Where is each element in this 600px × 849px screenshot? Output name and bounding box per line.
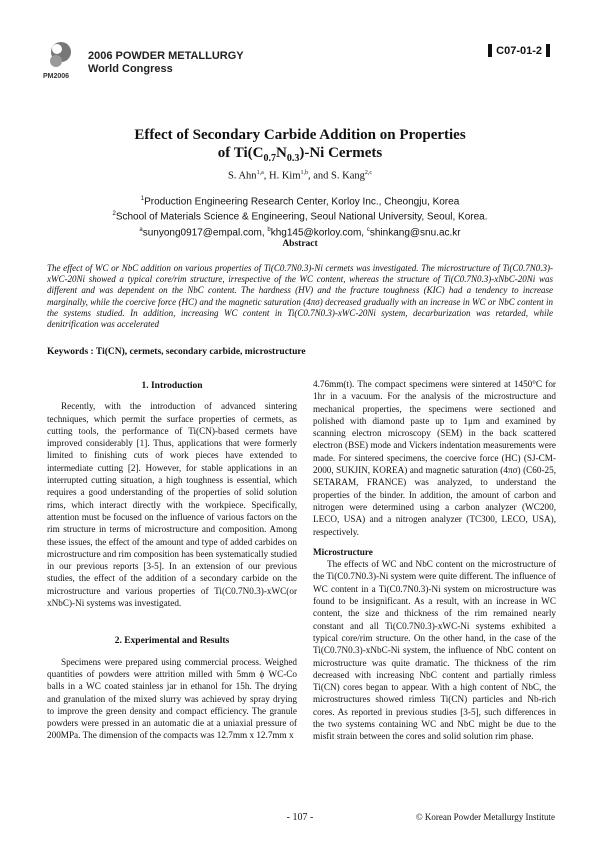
conference-line-1: 2006 POWDER METALLURGY: [88, 50, 244, 62]
conference-line-2: World Congress: [88, 63, 173, 75]
logo-text: PM2006: [43, 73, 70, 80]
affiliation-2: $^2$School of Materials Science & Engineering, Seoul National University, Seoul, Korea.: [112, 211, 488, 223]
code-bar-right: [546, 44, 550, 57]
methods-text: 4.76mm(t). The compact specimens were sintered at 1450°C for 1hr in a vacuum. For the analysis of the microstructure and mechanical properties, the specimens were sectioned and polished with diamond paste up to 1μm and examined by scanning electron microscopy (SEM) in the back scattered electron (BSE) mode and Vickers indentation measurements were made. For sintered specimens, the coercive force (HC) (SJ-CM-2000, SUKJIN, KOREA) and magnetic saturation (4πσ) (C60-25, SETARAM, FRANCE) was analyzed, to understand the properties of the binder. In addition, the amount of carbon and nitrogen were determined using a carbon analyzer (WC200, LECO, USA) and a nitrogen analyzer (TC300, LECO, USA), respectively.: [313, 379, 556, 537]
intro-heading: 1. Introduction: [141, 381, 203, 391]
affiliations: [0, 193, 600, 239]
experimental-text: Specimens were prepared using commercial process. Weighed quantities of powders were attrition milled with 5mm ϕ WC-Co balls in a WC coated stainless jar in ethanol for 15h. The drying and granulation of the mixed slurry was achieved by spray drying to improve the green density and compact efficiency. The granule powders were pressed in an automatic die at a uniaxial pressure of 200MPa. The dimension of the compacts was 12.7mm x 12.7mm x: [47, 656, 297, 741]
emails: $^a$sunyong0917@empal.com, $^b$khg145@korloy.com, $^c$shinkang@snu.ac.kr: [139, 226, 461, 238]
microstructure-heading: Microstructure: [313, 546, 373, 557]
paper-code: [488, 44, 550, 57]
keywords: Keywords : Ti(CN), cermets, secondary carbide, microstructure: [47, 347, 306, 357]
authors: S. Ahn$^{1,a}$, H. Kim$^{1,b}$, and S. Kang$^{2,c}$: [227, 170, 373, 182]
left-column: [47, 380, 297, 742]
page-number: - 107 -: [286, 812, 314, 823]
affiliation-1: $^1$Production Engineering Research Center, Korloy Inc., Cheongju, Korea: [140, 196, 460, 208]
conference-name: [88, 50, 244, 76]
experimental-heading: 2. Experimental and Results: [114, 636, 230, 647]
title-line-1: Effect of Secondary Carbide Addition on Properties: [134, 127, 466, 143]
title-line-2: of $Ti(C_{0.7}N_{0.3})-Ni$ Cermets: [217, 145, 383, 164]
abstract-heading: Abstract: [282, 239, 318, 249]
microstructure-text: The effects of WC and NbC content on the microstructure of the Ti(C0.7N0.3)-Ni system were quite different. The influence of WC content in a Ti(C0.7N0.3)-Ni system on microstructure was found to be insignificant. As a result, with an increase in WC content, the size and thickness of the rim remained nearly constant and all Ti(C0.7N0.3)-xWC-Ni systems exhibited a typical core/rim structure. On the other hand, in the case of the Ti(C0.7N0.3)-xNbC-Ni system, the influence of NbC content on microstructure was quite dramatic. The thickness of the rim decreased with increasing NbC content and partially rimless Ti(CN) cores began to appear. With a high content of NbC, the microstructures showed rimless Ti(CN) particles and Nb-rich cores. As reported in previous studies [3-5], such differences in the two systems containing WC and NbC might be due to the misfit strain between the cores and solid solution rim phase.: [313, 559, 556, 742]
paper-title: [0, 126, 600, 168]
abstract-text: The effect of WC or NbC addition on various properties of Ti(C0.7N0.3)-Ni cermets was investigated. The microstructure of Ti(C0.7N0.3)-xWC-20Ni showed a typical core/rim structure, irrespective of the WC content, whereas the structure of Ti(C0.7N0.3)-xNbC-20Ni was different and was dependent on the NbC content. The hardness (HV) and the fracture toughness (KIC) had a tendency to increase marginally, while the coercive force (HC) and the magnetic saturation (4πσ) decreased gradually with an increase in WC or NbC content in the systems studied. In addition, increasing WC content in Ti(C0.7N0.3)-xWC-20Ni system, decarburization was retarded, while denitrification was accelerated: [47, 263, 553, 330]
right-column: [313, 378, 556, 743]
copyright: © Korean Powder Metallurgy Institute: [415, 812, 555, 822]
pm2006-logo: [44, 40, 74, 76]
paper-code-text: C07-01-2: [496, 44, 542, 57]
intro-text: Recently, with the introduction of advanced sintering techniques, which permit the surface properties of cermets, as cutting tools, the performance of Ti(CN)-based cermets have improved considerably [1]. Thus, applications that were formerly limited to finishing cuts of work pieces have extended to intermediate cutting [2]. However, for stable applications in an interrupted cutting situation, a high toughness is essential, which requires a good understanding of the properties of solid solution rims, which interact directly with the workpiece. Specifically, attention must be focused on the influence of various factors on the rim structure in terms of microstructure and composition. Among these issues, the effect of the amount and type of added carbides on microstructure and rim composition has been systematically studied in our previous reports [3-5]. In an extension of our previous studies, the effect of the addition of a secondary carbide on the microstructure and various properties of Ti(C0.7N0.3)-xWC(or xNbC)-Ni systems was investigated.: [47, 401, 297, 609]
code-bar-left: [488, 44, 492, 57]
